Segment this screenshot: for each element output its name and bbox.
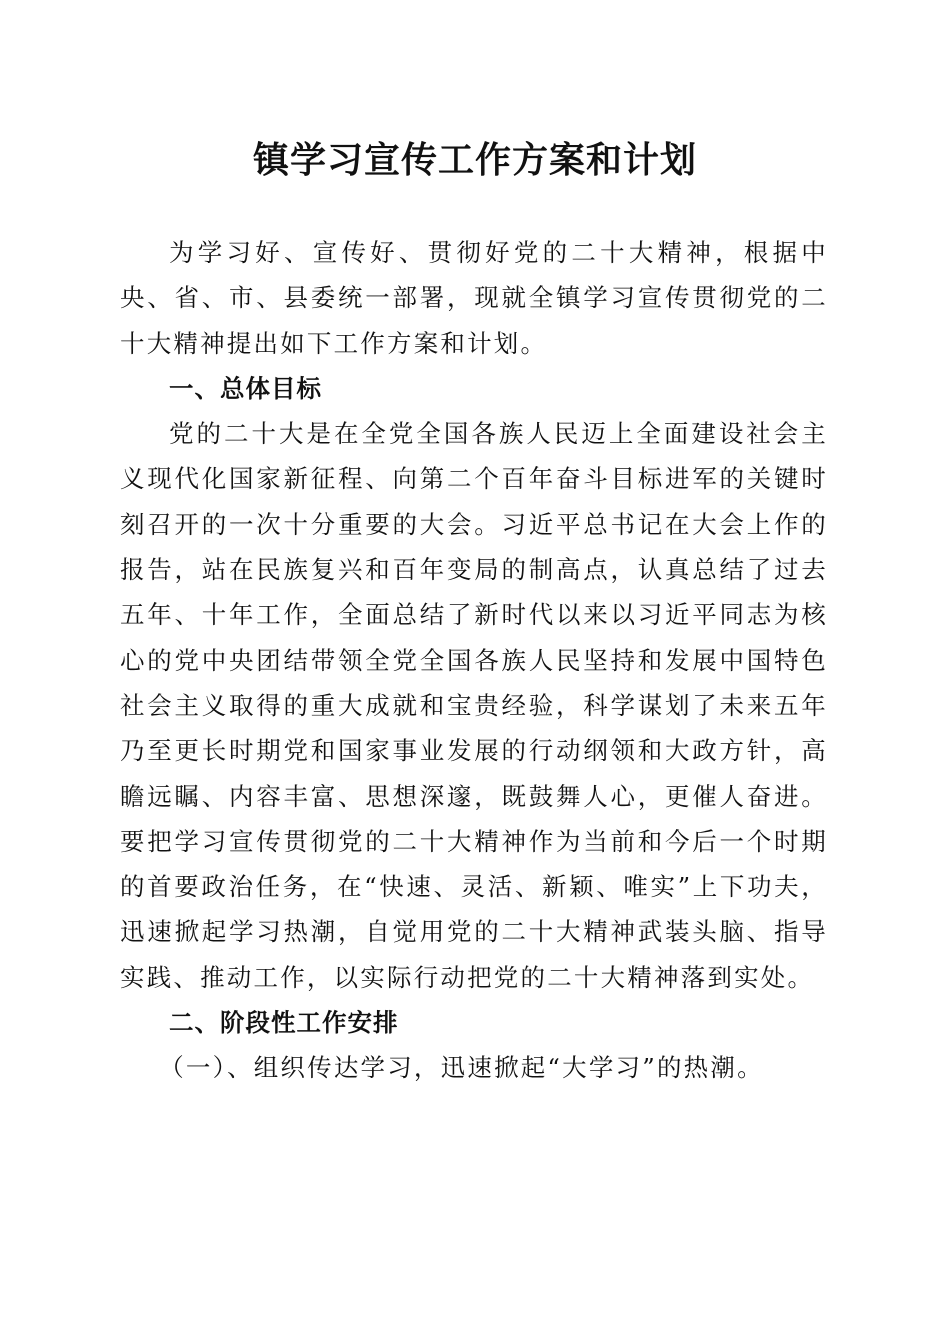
- overall-goal-paragraph: 党的二十大是在全党全国各族人民迈上全面建设社会主义现代化国家新征程、向第二个百年奋斗目标进军的关键时刻召开的一次十分重要的大会。习近平总书记在大会上作的报告，站在民族复兴和百年变局的制高点，认真总结了过去五年、十年工作，全面总结了新时代以来以习近平同志为核心的党中央团结带领全党全国各族人民坚持和发展中国特色社会主义取得的重大成就和宝贵经验，科学谋划了未来五年乃至更长时期党和国家事业发展的行动纲领和大政方针，高瞻远瞩、内容丰富、思想深邃，既鼓舞人心，更催人奋进。要把学习宣传贯彻党的二十大精神作为当前和今后一个时期的首要政治任务，在“快速、灵活、新颖、唯实”上下功夫，迅速掀起学习热潮，自觉用党的二十大精神武装头脑、指导实践、推动工作，以实际行动把党的二十大精神落到实处。: [120, 419, 828, 992]
- document-body: [120, 230, 828, 1091]
- section-heading-phased-arrangement: 二、阶段性工作安排: [169, 1008, 399, 1038]
- intro-paragraph: 为学习好、宣传好、贯彻好党的二十大精神，根据中央、省、市、县委统一部署，现就全镇学习宣传贯彻党的二十大精神提出如下工作方案和计划。: [120, 238, 828, 358]
- subsection-heading-organize-study: （一）、组织传达学习，迅速掀起“大学习”的热潮。: [159, 1053, 764, 1083]
- section-heading-overall-goal: 一、总体目标: [169, 373, 322, 403]
- document-title: 镇学习宣传工作方案和计划: [252, 139, 697, 181]
